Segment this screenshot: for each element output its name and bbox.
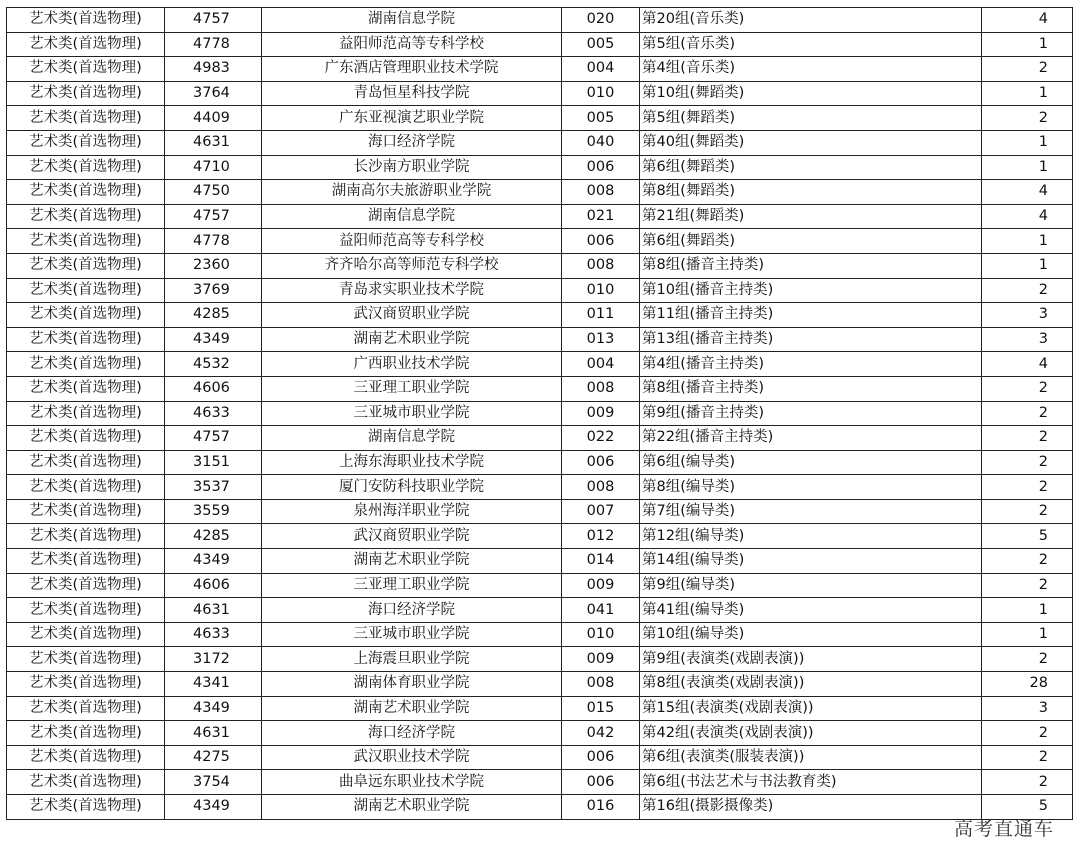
school-name-cell: 武汉商贸职业学院 <box>262 524 562 549</box>
group-code-cell: 008 <box>562 672 640 697</box>
major-group-cell: 第8组(表演类(戏剧表演)) <box>640 672 982 697</box>
major-group-cell: 第10组(编导类) <box>640 622 982 647</box>
category-cell: 艺术类(首选物理) <box>7 770 165 795</box>
school-name-cell: 广东亚视演艺职业学院 <box>262 106 562 131</box>
school-name-cell: 湖南体育职业学院 <box>262 672 562 697</box>
plan-count-cell: 5 <box>982 524 1073 549</box>
school-name-cell: 上海东海职业技术学院 <box>262 450 562 475</box>
group-code-cell: 020 <box>562 8 640 33</box>
table-row <box>7 401 1073 426</box>
major-group-cell: 第5组(音乐类) <box>640 32 982 57</box>
table-row <box>7 352 1073 377</box>
table-row <box>7 180 1073 205</box>
major-group-cell: 第4组(播音主持类) <box>640 352 982 377</box>
plan-count-cell: 1 <box>982 155 1073 180</box>
admission-plan-table <box>6 7 1073 820</box>
table-row <box>7 57 1073 82</box>
group-code-cell: 009 <box>562 401 640 426</box>
school-code-cell: 4633 <box>165 622 262 647</box>
category-cell: 艺术类(首选物理) <box>7 450 165 475</box>
major-group-cell: 第16组(摄影摄像类) <box>640 795 982 820</box>
school-name-cell: 益阳师范高等专科学校 <box>262 229 562 254</box>
plan-count-cell: 1 <box>982 622 1073 647</box>
school-name-cell: 广西职业技术学院 <box>262 352 562 377</box>
table-row <box>7 106 1073 131</box>
plan-count-cell: 4 <box>982 180 1073 205</box>
school-code-cell: 3754 <box>165 770 262 795</box>
major-group-cell: 第10组(舞蹈类) <box>640 81 982 106</box>
table-row <box>7 795 1073 820</box>
school-code-cell: 4778 <box>165 32 262 57</box>
table-row <box>7 475 1073 500</box>
plan-count-cell: 1 <box>982 253 1073 278</box>
group-code-cell: 013 <box>562 327 640 352</box>
major-group-cell: 第41组(编导类) <box>640 598 982 623</box>
category-cell: 艺术类(首选物理) <box>7 155 165 180</box>
school-code-cell: 3764 <box>165 81 262 106</box>
group-code-cell: 009 <box>562 573 640 598</box>
plan-count-cell: 1 <box>982 130 1073 155</box>
table-row <box>7 573 1073 598</box>
plan-count-cell: 2 <box>982 450 1073 475</box>
school-code-cell: 4606 <box>165 573 262 598</box>
school-code-cell: 4757 <box>165 8 262 33</box>
school-code-cell: 4349 <box>165 795 262 820</box>
school-code-cell: 4532 <box>165 352 262 377</box>
group-code-cell: 012 <box>562 524 640 549</box>
school-code-cell: 4757 <box>165 204 262 229</box>
plan-count-cell: 2 <box>982 475 1073 500</box>
group-code-cell: 011 <box>562 303 640 328</box>
school-code-cell: 3151 <box>165 450 262 475</box>
major-group-cell: 第12组(编导类) <box>640 524 982 549</box>
group-code-cell: 042 <box>562 721 640 746</box>
plan-count-cell: 4 <box>982 204 1073 229</box>
major-group-cell: 第40组(舞蹈类) <box>640 130 982 155</box>
major-group-cell: 第6组(编导类) <box>640 450 982 475</box>
major-group-cell: 第14组(编导类) <box>640 549 982 574</box>
school-code-cell: 4285 <box>165 524 262 549</box>
table-row <box>7 130 1073 155</box>
table-row <box>7 450 1073 475</box>
group-code-cell: 007 <box>562 499 640 524</box>
category-cell: 艺术类(首选物理) <box>7 253 165 278</box>
category-cell: 艺术类(首选物理) <box>7 795 165 820</box>
watermark-text: 高考直通车 <box>953 818 1054 840</box>
school-name-cell: 泉州海洋职业学院 <box>262 499 562 524</box>
category-cell: 艺术类(首选物理) <box>7 8 165 33</box>
group-code-cell: 009 <box>562 647 640 672</box>
school-name-cell: 湖南高尔夫旅游职业学院 <box>262 180 562 205</box>
category-cell: 艺术类(首选物理) <box>7 278 165 303</box>
plan-count-cell: 2 <box>982 770 1073 795</box>
group-code-cell: 041 <box>562 598 640 623</box>
category-cell: 艺术类(首选物理) <box>7 303 165 328</box>
group-code-cell: 010 <box>562 81 640 106</box>
major-group-cell: 第8组(编导类) <box>640 475 982 500</box>
table-row <box>7 672 1073 697</box>
major-group-cell: 第20组(音乐类) <box>640 8 982 33</box>
plan-count-cell: 1 <box>982 598 1073 623</box>
table-row <box>7 598 1073 623</box>
table-row <box>7 549 1073 574</box>
table-row <box>7 8 1073 33</box>
school-code-cell: 4631 <box>165 721 262 746</box>
category-cell: 艺术类(首选物理) <box>7 376 165 401</box>
major-group-cell: 第8组(舞蹈类) <box>640 180 982 205</box>
plan-count-cell: 2 <box>982 376 1073 401</box>
major-group-cell: 第9组(表演类(戏剧表演)) <box>640 647 982 672</box>
category-cell: 艺术类(首选物理) <box>7 598 165 623</box>
category-cell: 艺术类(首选物理) <box>7 647 165 672</box>
school-name-cell: 湖南信息学院 <box>262 8 562 33</box>
plan-count-cell: 1 <box>982 229 1073 254</box>
category-cell: 艺术类(首选物理) <box>7 475 165 500</box>
table-row <box>7 622 1073 647</box>
major-group-cell: 第13组(播音主持类) <box>640 327 982 352</box>
school-code-cell: 4633 <box>165 401 262 426</box>
group-code-cell: 016 <box>562 795 640 820</box>
plan-count-cell: 2 <box>982 745 1073 770</box>
table-row <box>7 303 1073 328</box>
plan-count-cell: 28 <box>982 672 1073 697</box>
category-cell: 艺术类(首选物理) <box>7 81 165 106</box>
table-row <box>7 253 1073 278</box>
school-code-cell: 4275 <box>165 745 262 770</box>
group-code-cell: 008 <box>562 376 640 401</box>
plan-count-cell: 2 <box>982 106 1073 131</box>
table-row <box>7 647 1073 672</box>
school-code-cell: 4349 <box>165 327 262 352</box>
plan-count-cell: 2 <box>982 278 1073 303</box>
category-cell: 艺术类(首选物理) <box>7 524 165 549</box>
category-cell: 艺术类(首选物理) <box>7 622 165 647</box>
category-cell: 艺术类(首选物理) <box>7 130 165 155</box>
plan-count-cell: 3 <box>982 327 1073 352</box>
category-cell: 艺术类(首选物理) <box>7 549 165 574</box>
table-row <box>7 426 1073 451</box>
school-code-cell: 4631 <box>165 598 262 623</box>
major-group-cell: 第6组(表演类(服装表演)) <box>640 745 982 770</box>
major-group-cell: 第6组(舞蹈类) <box>640 229 982 254</box>
major-group-cell: 第42组(表演类(戏剧表演)) <box>640 721 982 746</box>
school-code-cell: 4349 <box>165 549 262 574</box>
school-name-cell: 湖南信息学院 <box>262 426 562 451</box>
school-name-cell: 上海震旦职业学院 <box>262 647 562 672</box>
category-cell: 艺术类(首选物理) <box>7 229 165 254</box>
school-name-cell: 广东酒店管理职业技术学院 <box>262 57 562 82</box>
school-name-cell: 长沙南方职业学院 <box>262 155 562 180</box>
plan-count-cell: 2 <box>982 401 1073 426</box>
school-name-cell: 厦门安防科技职业学院 <box>262 475 562 500</box>
category-cell: 艺术类(首选物理) <box>7 672 165 697</box>
school-name-cell: 湖南艺术职业学院 <box>262 327 562 352</box>
plan-count-cell: 2 <box>982 57 1073 82</box>
plan-count-cell: 2 <box>982 426 1073 451</box>
group-code-cell: 006 <box>562 770 640 795</box>
school-code-cell: 4285 <box>165 303 262 328</box>
category-cell: 艺术类(首选物理) <box>7 106 165 131</box>
school-name-cell: 曲阜远东职业技术学院 <box>262 770 562 795</box>
table-row <box>7 745 1073 770</box>
table-row <box>7 155 1073 180</box>
school-code-cell: 4631 <box>165 130 262 155</box>
plan-count-cell: 2 <box>982 499 1073 524</box>
table-row <box>7 696 1073 721</box>
major-group-cell: 第21组(舞蹈类) <box>640 204 982 229</box>
table-row <box>7 278 1073 303</box>
school-name-cell: 三亚城市职业学院 <box>262 622 562 647</box>
major-group-cell: 第9组(播音主持类) <box>640 401 982 426</box>
school-code-cell: 4983 <box>165 57 262 82</box>
group-code-cell: 014 <box>562 549 640 574</box>
major-group-cell: 第8组(播音主持类) <box>640 253 982 278</box>
school-name-cell: 海口经济学院 <box>262 598 562 623</box>
table-row <box>7 204 1073 229</box>
plan-count-cell: 3 <box>982 303 1073 328</box>
major-group-cell: 第5组(舞蹈类) <box>640 106 982 131</box>
category-cell: 艺术类(首选物理) <box>7 499 165 524</box>
group-code-cell: 010 <box>562 622 640 647</box>
category-cell: 艺术类(首选物理) <box>7 426 165 451</box>
category-cell: 艺术类(首选物理) <box>7 573 165 598</box>
group-code-cell: 005 <box>562 106 640 131</box>
plan-count-cell: 5 <box>982 795 1073 820</box>
school-name-cell: 武汉商贸职业学院 <box>262 303 562 328</box>
table-row <box>7 327 1073 352</box>
major-group-cell: 第11组(播音主持类) <box>640 303 982 328</box>
table-row <box>7 499 1073 524</box>
school-code-cell: 2360 <box>165 253 262 278</box>
school-name-cell: 三亚城市职业学院 <box>262 401 562 426</box>
category-cell: 艺术类(首选物理) <box>7 180 165 205</box>
plan-count-cell: 2 <box>982 721 1073 746</box>
school-name-cell: 青岛求实职业技术学院 <box>262 278 562 303</box>
school-name-cell: 武汉职业技术学院 <box>262 745 562 770</box>
category-cell: 艺术类(首选物理) <box>7 204 165 229</box>
school-name-cell: 湖南艺术职业学院 <box>262 696 562 721</box>
category-cell: 艺术类(首选物理) <box>7 327 165 352</box>
table-row <box>7 376 1073 401</box>
group-code-cell: 008 <box>562 253 640 278</box>
major-group-cell: 第8组(播音主持类) <box>640 376 982 401</box>
major-group-cell: 第6组(舞蹈类) <box>640 155 982 180</box>
school-code-cell: 3769 <box>165 278 262 303</box>
school-code-cell: 4710 <box>165 155 262 180</box>
school-name-cell: 海口经济学院 <box>262 130 562 155</box>
major-group-cell: 第7组(编导类) <box>640 499 982 524</box>
major-group-cell: 第6组(书法艺术与书法教育类) <box>640 770 982 795</box>
group-code-cell: 040 <box>562 130 640 155</box>
school-name-cell: 益阳师范高等专科学校 <box>262 32 562 57</box>
category-cell: 艺术类(首选物理) <box>7 721 165 746</box>
major-group-cell: 第9组(编导类) <box>640 573 982 598</box>
school-code-cell: 4409 <box>165 106 262 131</box>
major-group-cell: 第22组(播音主持类) <box>640 426 982 451</box>
group-code-cell: 008 <box>562 180 640 205</box>
school-name-cell: 湖南信息学院 <box>262 204 562 229</box>
plan-count-cell: 3 <box>982 696 1073 721</box>
plan-count-cell: 2 <box>982 549 1073 574</box>
school-name-cell: 三亚理工职业学院 <box>262 376 562 401</box>
group-code-cell: 004 <box>562 57 640 82</box>
table-row <box>7 81 1073 106</box>
table-row <box>7 770 1073 795</box>
school-code-cell: 3559 <box>165 499 262 524</box>
category-cell: 艺术类(首选物理) <box>7 352 165 377</box>
table-row <box>7 229 1073 254</box>
group-code-cell: 015 <box>562 696 640 721</box>
category-cell: 艺术类(首选物理) <box>7 57 165 82</box>
category-cell: 艺术类(首选物理) <box>7 401 165 426</box>
school-code-cell: 4341 <box>165 672 262 697</box>
table-row <box>7 524 1073 549</box>
group-code-cell: 005 <box>562 32 640 57</box>
plan-count-cell: 1 <box>982 81 1073 106</box>
group-code-cell: 006 <box>562 450 640 475</box>
school-code-cell: 4757 <box>165 426 262 451</box>
plan-count-cell: 4 <box>982 352 1073 377</box>
school-name-cell: 海口经济学院 <box>262 721 562 746</box>
group-code-cell: 006 <box>562 229 640 254</box>
group-code-cell: 006 <box>562 745 640 770</box>
school-code-cell: 4778 <box>165 229 262 254</box>
school-code-cell: 4349 <box>165 696 262 721</box>
major-group-cell: 第15组(表演类(戏剧表演)) <box>640 696 982 721</box>
school-name-cell: 湖南艺术职业学院 <box>262 795 562 820</box>
school-name-cell: 青岛恒星科技学院 <box>262 81 562 106</box>
school-code-cell: 3172 <box>165 647 262 672</box>
school-code-cell: 4606 <box>165 376 262 401</box>
plan-count-cell: 2 <box>982 647 1073 672</box>
category-cell: 艺术类(首选物理) <box>7 696 165 721</box>
group-code-cell: 010 <box>562 278 640 303</box>
table-row <box>7 721 1073 746</box>
school-code-cell: 3537 <box>165 475 262 500</box>
plan-count-cell: 1 <box>982 32 1073 57</box>
group-code-cell: 004 <box>562 352 640 377</box>
category-cell: 艺术类(首选物理) <box>7 32 165 57</box>
group-code-cell: 006 <box>562 155 640 180</box>
group-code-cell: 022 <box>562 426 640 451</box>
category-cell: 艺术类(首选物理) <box>7 745 165 770</box>
school-name-cell: 湖南艺术职业学院 <box>262 549 562 574</box>
school-name-cell: 三亚理工职业学院 <box>262 573 562 598</box>
table-row <box>7 32 1073 57</box>
group-code-cell: 008 <box>562 475 640 500</box>
school-code-cell: 4750 <box>165 180 262 205</box>
major-group-cell: 第4组(音乐类) <box>640 57 982 82</box>
major-group-cell: 第10组(播音主持类) <box>640 278 982 303</box>
group-code-cell: 021 <box>562 204 640 229</box>
plan-count-cell: 2 <box>982 573 1073 598</box>
school-name-cell: 齐齐哈尔高等师范专科学校 <box>262 253 562 278</box>
plan-count-cell: 4 <box>982 8 1073 33</box>
